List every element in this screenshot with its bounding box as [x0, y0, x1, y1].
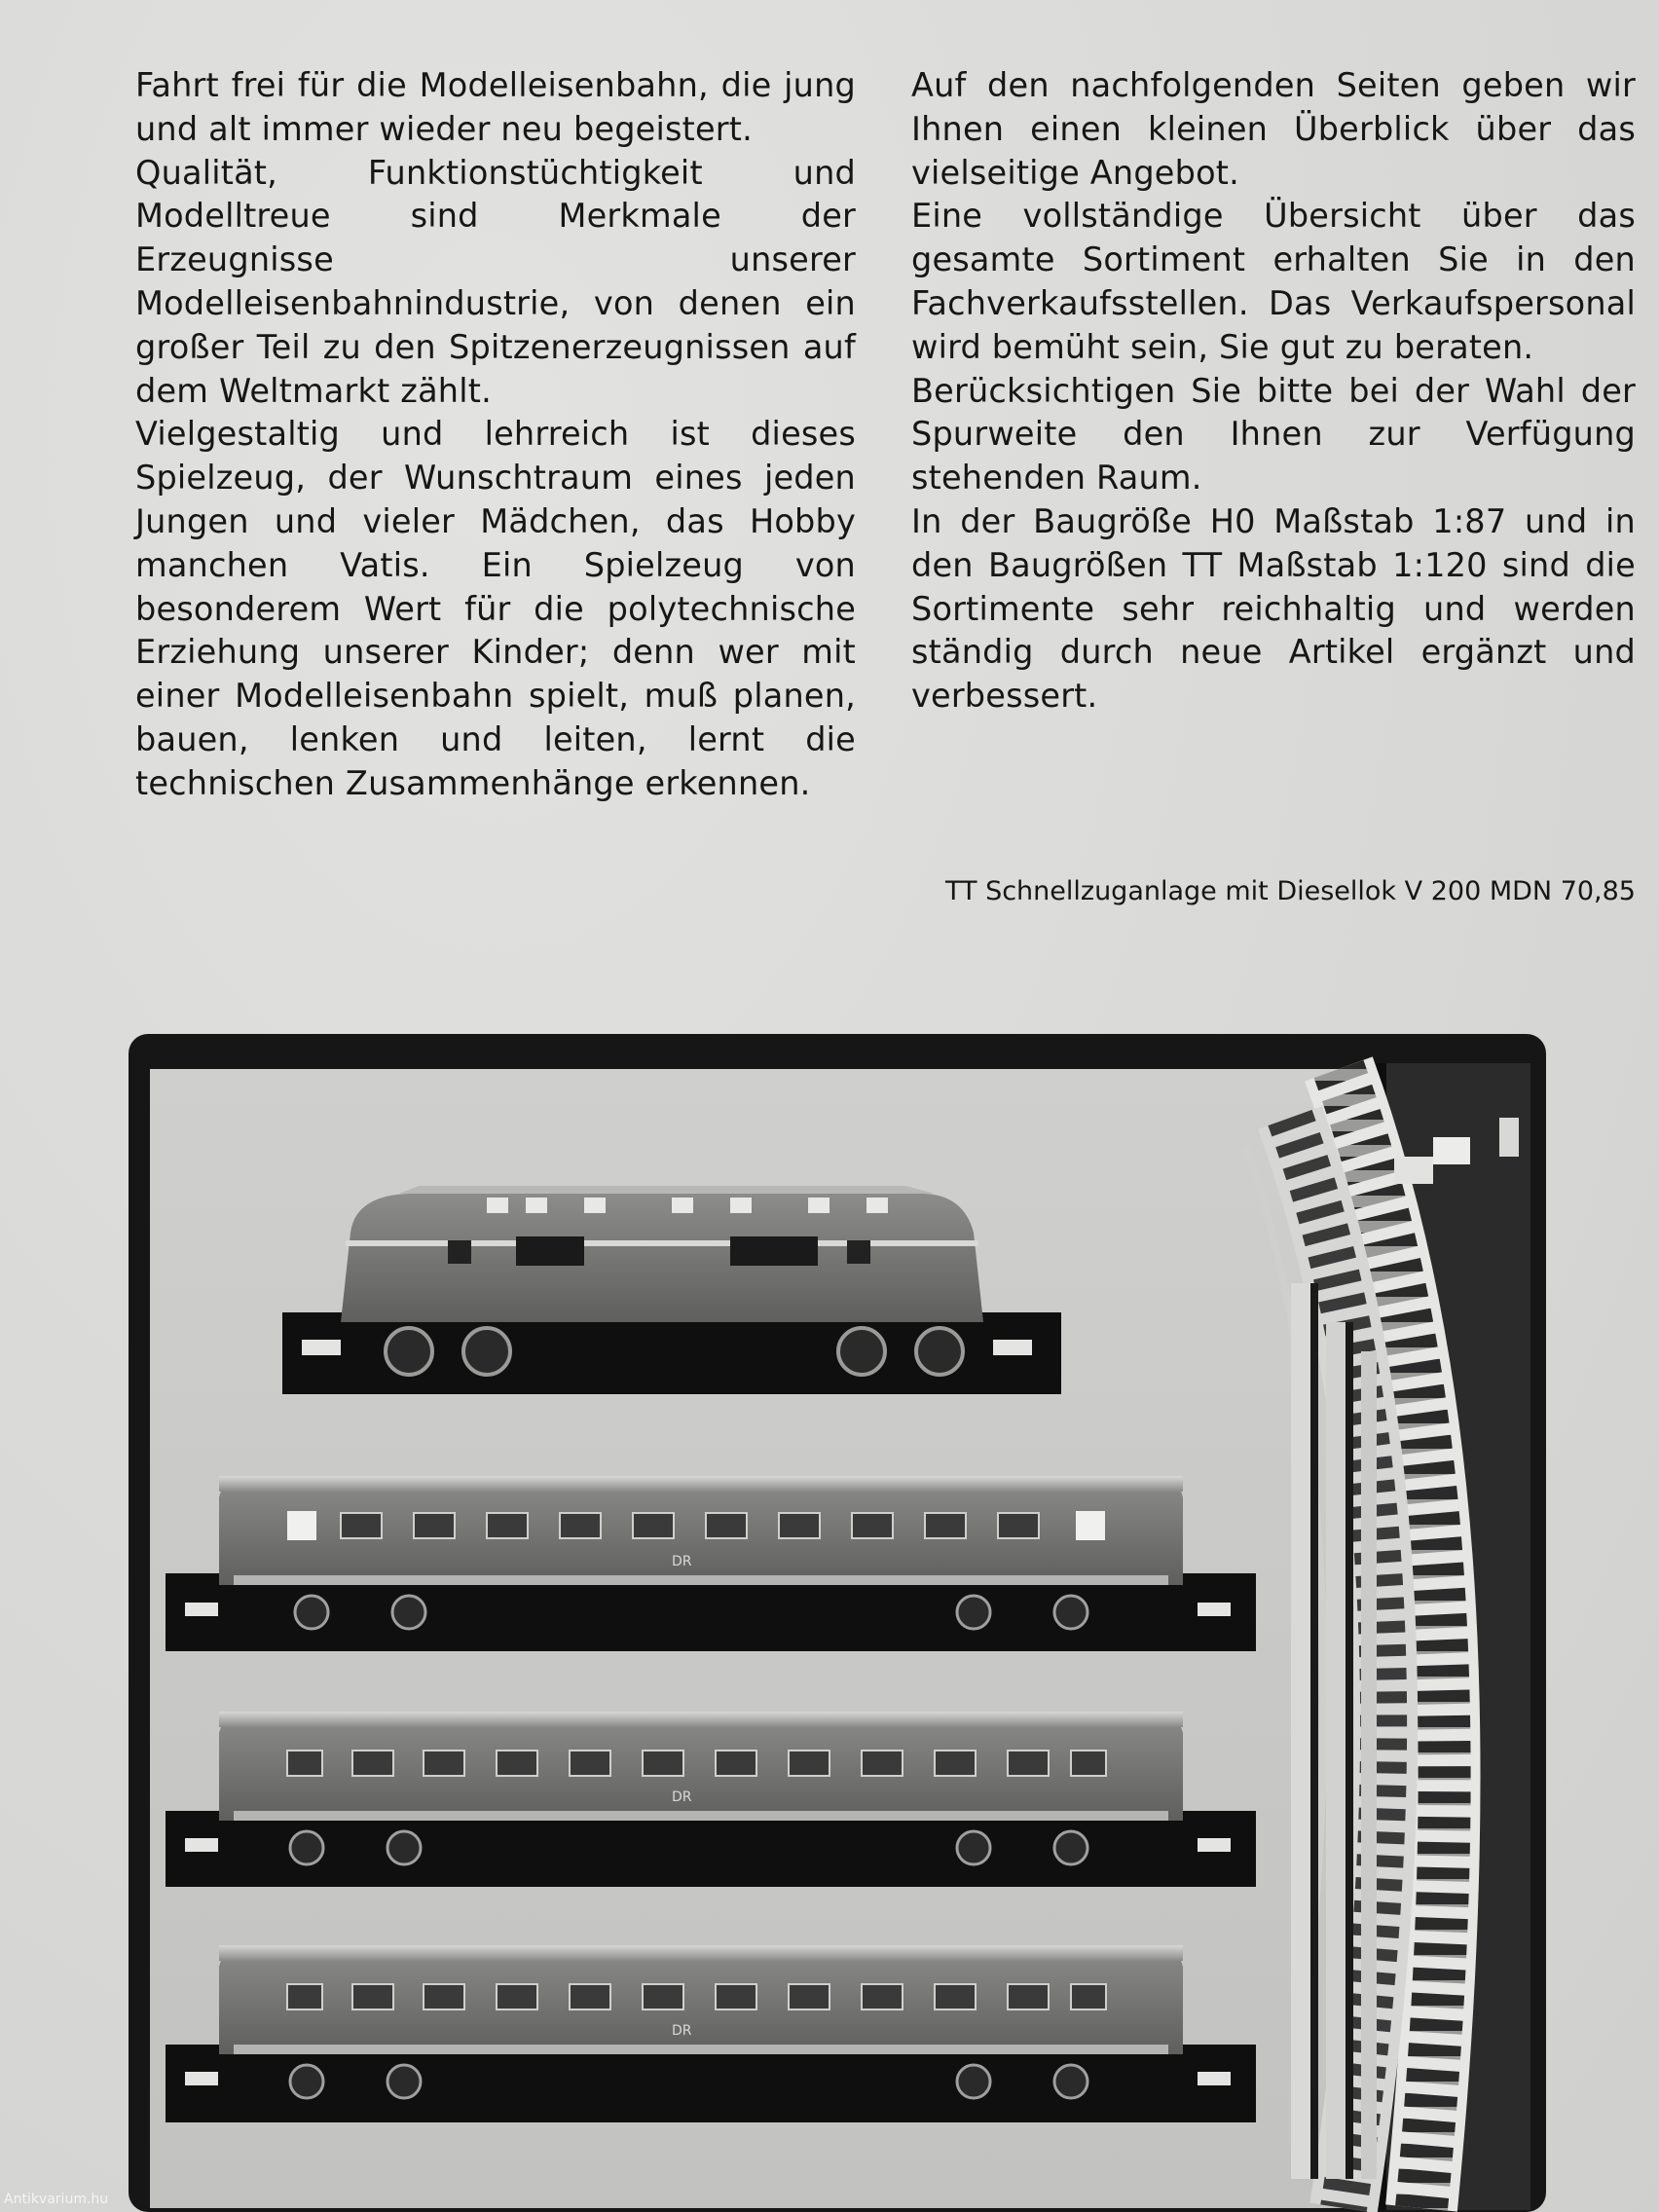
paragraph: Berücksichtigen Sie bitte bei der Wahl der Spurweite den Ihnen zur Verfügung stehenden Raum.	[911, 371, 1636, 498]
paragraph: Qualität, Funktionstüchtigkeit und Modelltreue sind Merkmale der Erzeugnisse unserer Modelleisenbahnindustrie, von denen ein großer Teil zu den Spitzenerzeugnissen auf dem Weltmarkt zählt.	[135, 153, 856, 410]
photo-caption: TT Schnellzuganlage mit Diesellok V 200 MDN 70,85	[944, 876, 1636, 906]
coach-marking: DR	[672, 1554, 692, 1569]
paragraph: Vielgestaltig und lehrreich ist dieses Spielzeug, der Wunschtraum eines jeden Jungen und vieler Mädchen, das Hobby manchen Vatis. Ein Spielzeug von besonderem Wert für die polytechnische Erziehung unserer Kinder; denn wer mit einer Modelleisenbahn spielt, muß planen, bauen, lenken und leiten, lernt die technischen Zusammenhänge erkennen.	[135, 415, 856, 802]
coach-marking: DR	[672, 1789, 692, 1805]
text-column-right	[911, 64, 1636, 719]
passenger-coach	[166, 1476, 1256, 1651]
diesel-locomotive	[282, 1186, 1061, 1394]
paragraph: Fahrt frei für die Modelleisenbahn, die jung und alt immer wieder neu begeistert.	[135, 66, 856, 148]
text-column-left	[135, 64, 856, 806]
paragraph: Eine vollständige Übersicht über das gesamte Sortiment erhalten Sie in den Fachverkaufsstellen. Das Verkaufspersonal wird bemüht sein, Sie gut zu beraten.	[911, 197, 1636, 366]
product-photo-train-set	[127, 1030, 1548, 2212]
passenger-coach	[166, 1712, 1256, 1887]
paragraph: Auf den nachfolgenden Seiten geben wir Ihnen einen kleinen Überblick über das vielseitige Angebot.	[911, 66, 1636, 192]
paragraph: In der Baugröße H0 Maßstab 1:87 und in den Baugrößen TT Maßstab 1:120 sind die Sortimente sehr reichhaltig und werden ständig durch neue Artikel ergänzt und verbessert.	[911, 501, 1636, 716]
coach-marking: DR	[672, 2023, 692, 2039]
passenger-coach	[166, 1945, 1256, 2122]
watermark: Antikvarium.hu	[4, 2192, 109, 2207]
